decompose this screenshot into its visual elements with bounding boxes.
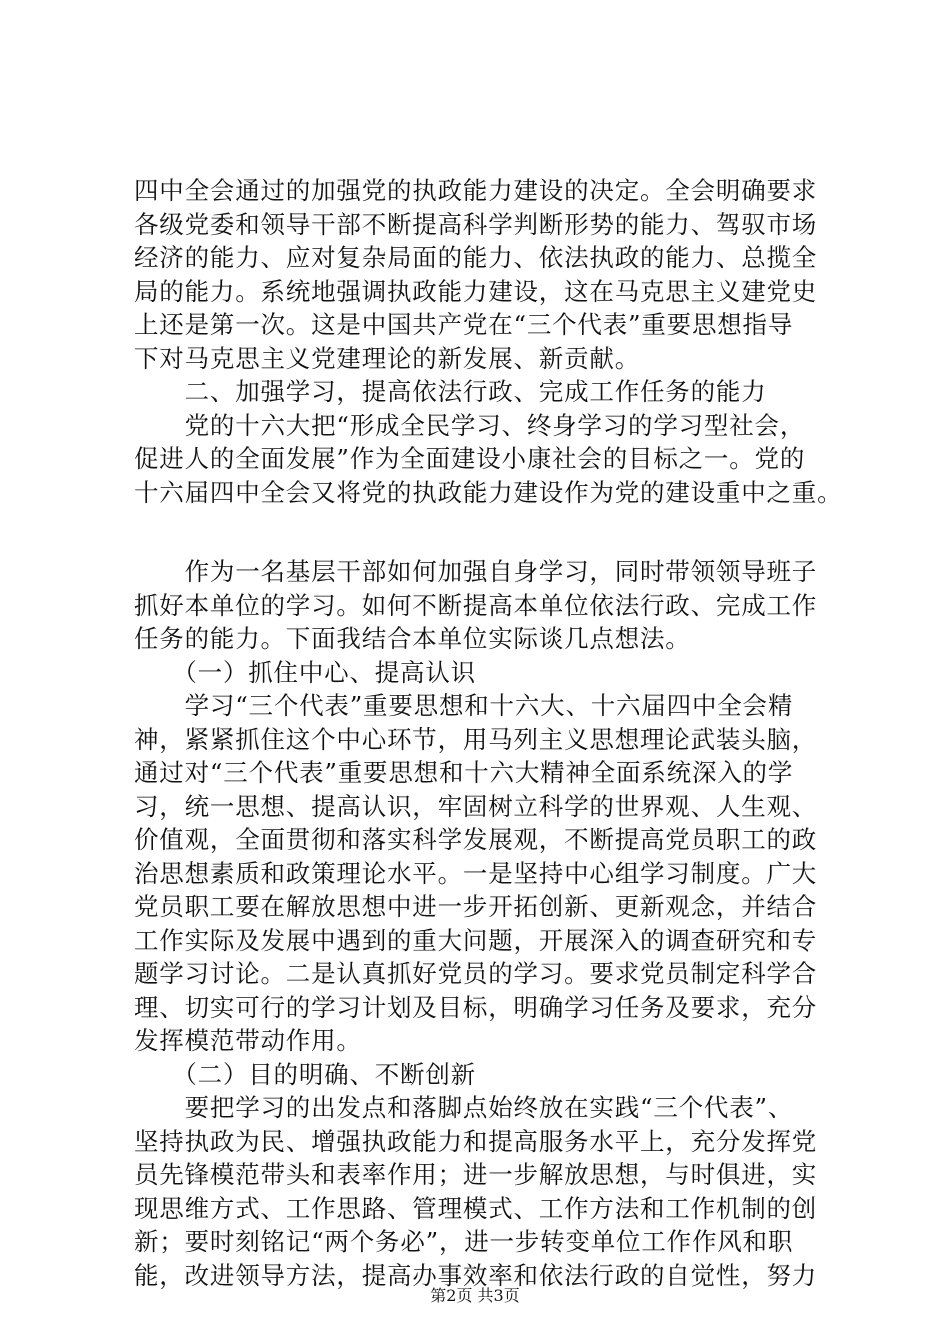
text-line: 局的能力。系统地强调执政能力建设，这在马克思主义建党史 xyxy=(134,276,818,306)
text-line: 题学习讨论。二是认真抓好党员的学习。要求党员制定科学合 xyxy=(134,959,818,988)
text-line: 抓好本单位的学习。如何不断提高本单位依法行政、完成工作 xyxy=(134,590,818,620)
text-line: 现思维方式、工作思路、管理模式、工作方法和工作机制的创 xyxy=(134,1193,818,1223)
document-body xyxy=(134,174,843,1292)
text-line: 要把学习的出发点和落脚点始终放在实践“三个代表”、 xyxy=(134,1093,794,1122)
paragraph-gap xyxy=(134,509,834,555)
text-line: 任务的能力。下面我结合本单位实际谈几点想法。 xyxy=(134,624,691,653)
text-line: 作为一名基层干部如何加强自身学习，同时带领领导班子 xyxy=(134,557,818,586)
text-line: 发挥模范带动作用。 xyxy=(134,1026,362,1055)
text-line: 学习“三个代表”重要思想和十六大、十六届四中全会精 xyxy=(134,691,794,720)
text-line: 治思想素质和政策理论水平。一是坚持中心组学习制度。广大 xyxy=(134,858,818,888)
text-line: 能，改进领导方法，提高办事效率和依法行政的自觉性，努力 xyxy=(134,1260,818,1290)
text-line: 促进人的全面发展”作为全面建设小康社会的目标之一。党的 xyxy=(134,444,806,473)
text-line: 下对马克思主义党建理论的新发展、新贡献。 xyxy=(134,343,640,373)
text-line: 通过对“三个代表”重要思想和十六大精神全面系统深入的学 xyxy=(134,758,794,787)
text-line: 神，紧紧抓住这个中心环节，用马列主义思想理论武装头脑， xyxy=(134,724,818,754)
text-line: 党的十六大把“形成全民学习、终身学习的学习型社会， xyxy=(134,410,806,440)
text-line: 上还是第一次。这是中国共产党在“三个代表”重要思想指导 xyxy=(134,310,794,339)
text-line: 新；要时刻铭记“两个务必”，进一步转变单位工作作风和职 xyxy=(134,1227,794,1256)
text-line: 坚持执政为民、增强执政能力和提高服务水平上，充分发挥党 xyxy=(134,1126,818,1156)
text-block-2 xyxy=(134,555,834,1292)
text-block-1 xyxy=(134,174,843,509)
page-footer: 第2页 共3页 xyxy=(430,1286,520,1305)
text-line: 党员职工要在解放思想中进一步开拓创新、更新观念，并结合 xyxy=(134,892,818,921)
text-line: 四中全会通过的加强党的执政能力建设的决定。全会明确要求 xyxy=(134,176,818,205)
text-line: 理、切实可行的学习计划及目标，明确学习任务及要求，充分 xyxy=(134,992,818,1022)
text-line: 二、加强学习，提高依法行政、完成工作任务的能力 xyxy=(134,377,767,406)
text-line: 各级党委和领导干部不断提高科学判断形势的能力、驾驭市场 xyxy=(134,209,818,239)
text-line: 习，统一思想、提高认识，牢固树立科学的世界观、人生观、 xyxy=(134,791,818,821)
text-line: 经济的能力、应对复杂局面的能力、依法执政的能力、总揽全 xyxy=(134,243,818,272)
text-line: 价值观，全面贯彻和落实科学发展观，不断提高党员职工的政 xyxy=(134,825,818,854)
text-line: （一）抓住中心、提高认识 xyxy=(134,657,476,687)
text-line: 十六届四中全会又将党的执政能力建设作为党的建设重中之重。 xyxy=(134,477,843,507)
text-line: 工作实际及发展中遇到的重大问题，开展深入的调查研究和专 xyxy=(134,925,818,955)
text-line: （二）目的明确、不断创新 xyxy=(134,1059,476,1089)
text-line: 员先锋模范带头和表率作用；进一步解放思想，与时俱进，实 xyxy=(134,1160,818,1189)
